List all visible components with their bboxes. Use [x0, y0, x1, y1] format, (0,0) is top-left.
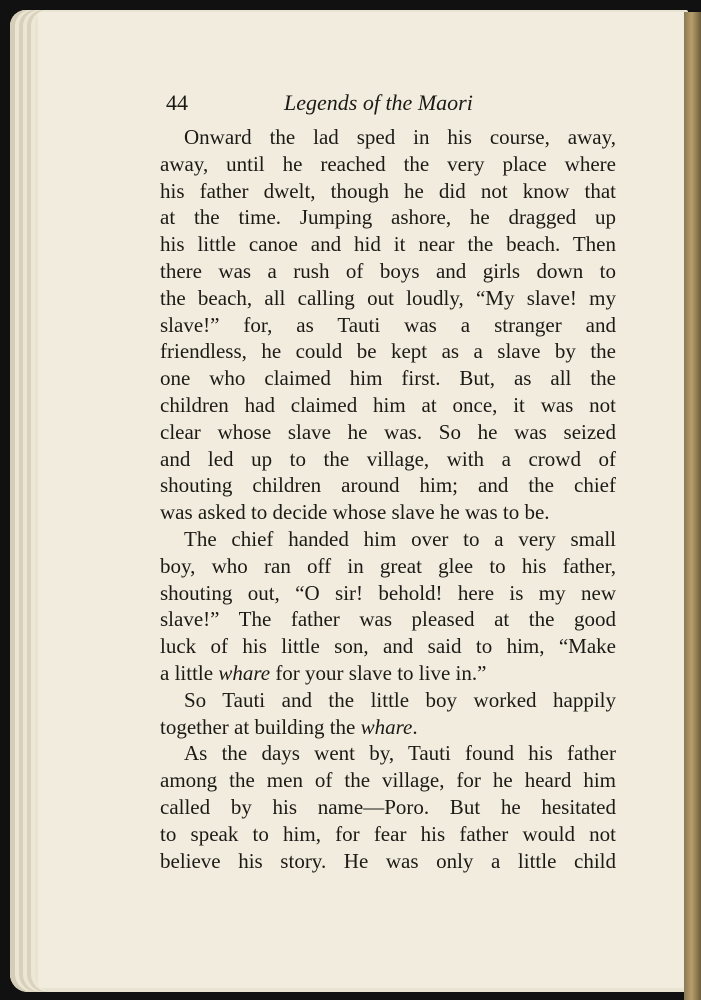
- text-line: and led up to the village, with a crowd of: [160, 446, 616, 471]
- text-line: As the days went by, Tauti found his father: [184, 741, 616, 766]
- text-line: one who claimed him first. But, as all the: [160, 366, 616, 391]
- text-line: friendless, he could be kept as a slave by the: [160, 339, 616, 364]
- italic-word: whare: [360, 714, 413, 739]
- book-page: [38, 12, 684, 988]
- text-line: shouting out, “O sir! behold! here is my new: [160, 580, 616, 605]
- body-text: [160, 124, 616, 874]
- text-line: called by his name—Poro. But he hesitated: [160, 794, 616, 819]
- text-span: together at building the: [160, 714, 361, 739]
- running-title: Legends of the Maori: [284, 90, 473, 115]
- text-line: among the men of the village, for he heard him: [160, 768, 616, 793]
- text-line: his little canoe and hid it near the beach. Then: [160, 232, 616, 257]
- text-line: boy, who ran off in great glee to his father,: [160, 553, 616, 578]
- text-line: So Tauti and the little boy worked happily: [184, 687, 616, 712]
- text-line: there was a rush of boys and girls down to: [160, 258, 616, 283]
- text-line: at the time. Jumping ashore, he dragged up: [160, 205, 616, 230]
- text-span: for your slave to live in.”: [270, 660, 487, 685]
- page-number: 44: [166, 90, 188, 115]
- text-span: a little: [160, 660, 219, 685]
- text-line: [160, 714, 616, 741]
- text-line: slave!” for, as Tauti was a stranger and: [160, 312, 616, 337]
- text-line: shouting children around him; and the chief: [160, 473, 616, 498]
- text-line: slave!” The father was pleased at the good: [160, 607, 616, 632]
- text-line: Onward the lad sped in his course, away,: [184, 125, 616, 149]
- text-line: believe his story. He was only a little child: [160, 848, 616, 873]
- text-line: was asked to decide whose slave he was to be.: [160, 500, 550, 525]
- running-header: [38, 90, 684, 120]
- text-line: children had claimed him at once, it was not: [160, 392, 616, 417]
- text-line: The chief handed him over to a very small: [184, 526, 616, 551]
- text-line: luck of his little son, and said to him, “Make: [160, 634, 616, 659]
- text-span: .: [412, 714, 418, 739]
- text-line: clear whose slave he was. So he was seized: [160, 419, 616, 444]
- text-line: away, until he reached the very place where: [160, 151, 616, 176]
- text-line: his father dwelt, though he did not know that: [160, 178, 616, 203]
- text-line: to speak to him, for fear his father would not: [160, 821, 616, 846]
- italic-word: whare: [218, 660, 271, 685]
- book-gutter-edge: [684, 12, 701, 1000]
- text-line: [160, 660, 616, 687]
- text-line: the beach, all calling out loudly, “My slave! my: [160, 285, 616, 310]
